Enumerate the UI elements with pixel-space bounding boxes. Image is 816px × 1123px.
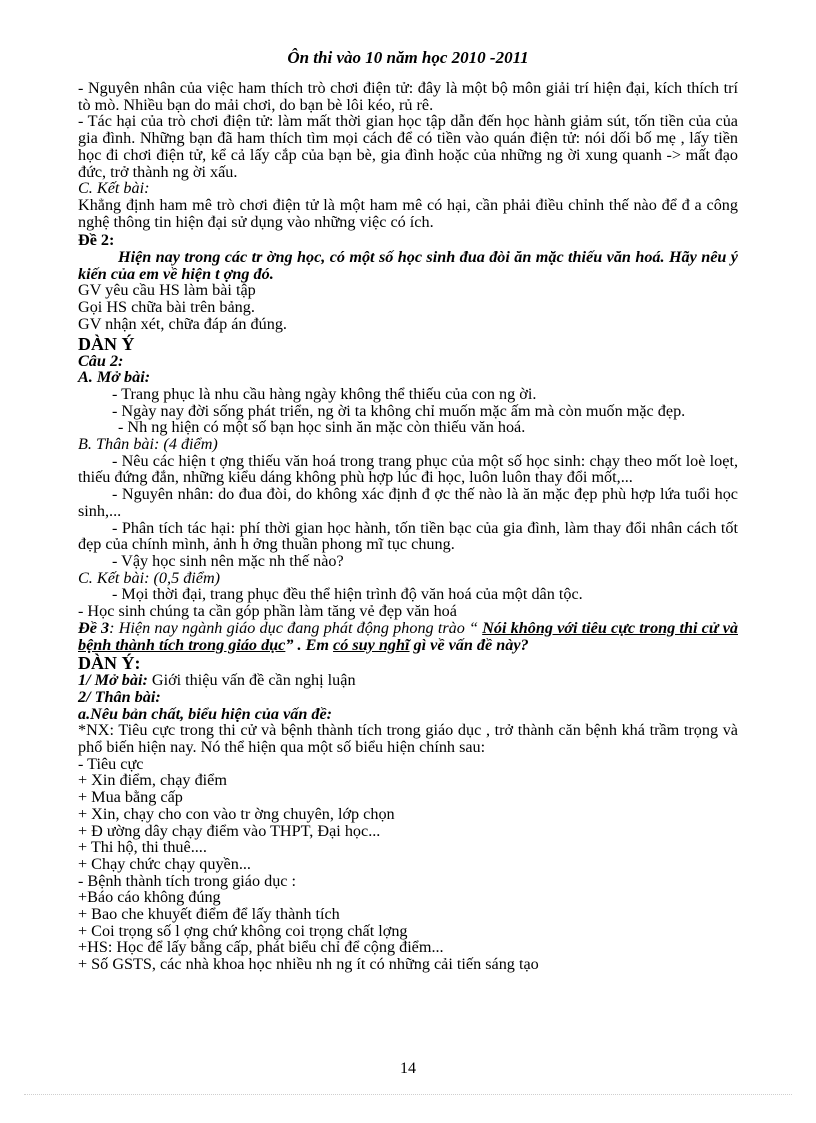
exercise-3-prompt	[78, 620, 738, 653]
page-header: Ôn thi vào 10 năm học 2010 -2011	[287, 48, 529, 67]
page-content	[78, 80, 738, 973]
paragraph: - Học sinh chúng ta cần góp phần làm tăng vẻ đẹp văn hoá	[78, 602, 457, 621]
outline-heading: DÀN Ý:	[78, 653, 141, 674]
exercise-3-label: Đề 3	[78, 618, 110, 637]
section-heading: A. Mở bài:	[78, 368, 151, 387]
exercise-3-end: gì về vấn đề này?	[409, 635, 529, 654]
paragraph: - Nh ng hiện có một số bạn học sinh ăn mặc còn thiếu văn hoá.	[118, 418, 526, 437]
section-heading: B. Thân bài: (4 điểm)	[78, 435, 218, 454]
question-label: Câu 2:	[78, 351, 124, 370]
paragraph: Khẳng định ham mê trò chơi điện tử là một ham mê có hại, cần phải điều chỉnh thế nào để đ a công nghệ thông tin hiện đại sử dụng vào những việc có ích.	[78, 195, 738, 231]
list-item: + Bao che khuyết điểm để lấy thành tích	[78, 905, 340, 924]
intro-line	[78, 672, 738, 689]
exercise-prompt: Hiện nay trong các tr ờng học, có một số học sinh đua đòi ăn mặc thiếu văn hoá. Hãy nêu ý kiến của em về hiện t ợng đó.	[78, 248, 738, 283]
page-divider	[24, 1094, 792, 1095]
paragraph: - Tác hại của trò chơi điện tử: làm mất thời gian học tập dẫn đến học hành giảm sút, tốn tiền của của gia đình. Những bạn đã ham thích tìm mọi cách để có tiền vào quán điện tử: nói dối bố mẹ , lấy tiền học đi chơi điện tử, kể cả lấy cắp của bạn bè, gia đình hoặc của những ng ời xung quanh -> mất đạo đức, trở thành ng ời xấu.	[78, 112, 738, 181]
exercise-title: Đề 2:	[78, 231, 115, 250]
paragraph: - Nêu các hiện t ợng thiếu văn hoá trong trang phục của một số học sinh: chạy theo mốt loè loẹt, thiếu đứng đắn, những kiểu dáng không phù hợp lúc đi học, luôn luôn thay đổi mốt,...	[78, 451, 738, 487]
paragraph: GV nhận xét, chữa đáp án đúng.	[78, 314, 287, 333]
exercise-3-underlined: có suy nghĩ	[333, 635, 410, 654]
list-item: - Bệnh thành tích trong giáo dục :	[78, 871, 297, 890]
exercise-3-mid: ” . Em	[285, 635, 334, 654]
section-heading: a.Nêu bản chất, biểu hiện của vấn đề:	[78, 704, 333, 723]
paragraph: - Nguyên nhân của việc ham thích trò chơi điện tử: đây là một bộ môn giải trí hiện đại, kích thích trí tò mò. Nhiều bạn do mải chơi, do bạn bè lôi kéo, rủ rê.	[78, 79, 738, 114]
section-heading: C. Kết bài:	[78, 179, 150, 198]
paragraph: *NX: Tiêu cực trong thi cử và bệnh thành tích trong giáo dục , trở thành căn bệnh khá trầm trọng và phổ biến hiện nay. Nó thể hiện qua một số biểu hiện chính sau:	[78, 721, 738, 757]
exercise-3-colon: : Hiện nay ngành giáo dục đang phát động phong trào “	[109, 618, 483, 637]
paragraph: GV yêu cầu HS làm bài tập	[78, 281, 256, 300]
outline-heading: DÀN Ý	[78, 333, 135, 354]
list-item: + Chạy chức chạy quyền...	[78, 854, 251, 873]
list-item: + Đ ường dây chạy điểm vào THPT, Đại học...	[78, 821, 381, 840]
list-item: +Báo cáo không đúng	[78, 888, 221, 907]
paragraph: - Vậy học sinh nên mặc nh thế nào?	[112, 551, 344, 570]
list-item: + Thi hộ, thi thuê....	[78, 838, 207, 857]
paragraph: - Trang phục là nhu cầu hàng ngày không thể thiếu của con ng ời.	[112, 384, 537, 403]
section-heading: C. Kết bài: (0,5 điểm)	[78, 568, 221, 587]
paragraph: Gọi HS chữa bài trên bảng.	[78, 298, 255, 317]
paragraph: - Nguyên nhân: do đua đòi, do không xác định đ ợc thế nào là ăn mặc đẹp phù hợp lứa tuổi học sinh,...	[78, 485, 738, 520]
intro-label: 1/ Mở bài:	[78, 671, 148, 690]
list-item: + Xin điểm, chạy điểm	[78, 771, 227, 790]
list-item: + Mua bằng cấp	[78, 788, 183, 807]
exercise-3-slogan: Nói không với tiêu cực trong thi cử và bệnh thành tích trong giáo dục	[78, 618, 738, 654]
intro-text: Giới thiệu vấn đề cần nghị luận	[147, 671, 356, 690]
paragraph: - Phân tích tác hại: phí thời gian học hành, tốn tiền bạc của gia đình, làm thay đổi nhân cách tốt đẹp của chính mình, ảnh h ởng thuần phong mĩ tục chung.	[78, 518, 738, 554]
paragraph: - Mọi thời đại, trang phục đều thể hiện trình độ văn hoá của một dân tộc.	[112, 585, 583, 604]
list-item: + Xin, chạy cho con vào tr ờng chuyên, lớp chọn	[78, 804, 395, 823]
section-heading: 2/ Thân bài:	[78, 687, 161, 706]
list-item: - Tiêu cực	[78, 754, 144, 773]
list-item: +HS: Học để lấy bằng cấp, phát biểu chỉ để cộng điểm...	[78, 938, 444, 957]
page-number: 14	[400, 1060, 416, 1077]
paragraph: - Ngày nay đời sống phát triển, ng ời ta không chỉ muốn mặc ấm mà còn muốn mặc đẹp.	[112, 401, 686, 420]
list-item: + Coi trọng số l ợng chứ không coi trọng chất lợng	[78, 921, 408, 940]
list-item: + Số GSTS, các nhà khoa học nhiều nh ng ít có những cải tiến sáng tạo	[78, 955, 539, 974]
